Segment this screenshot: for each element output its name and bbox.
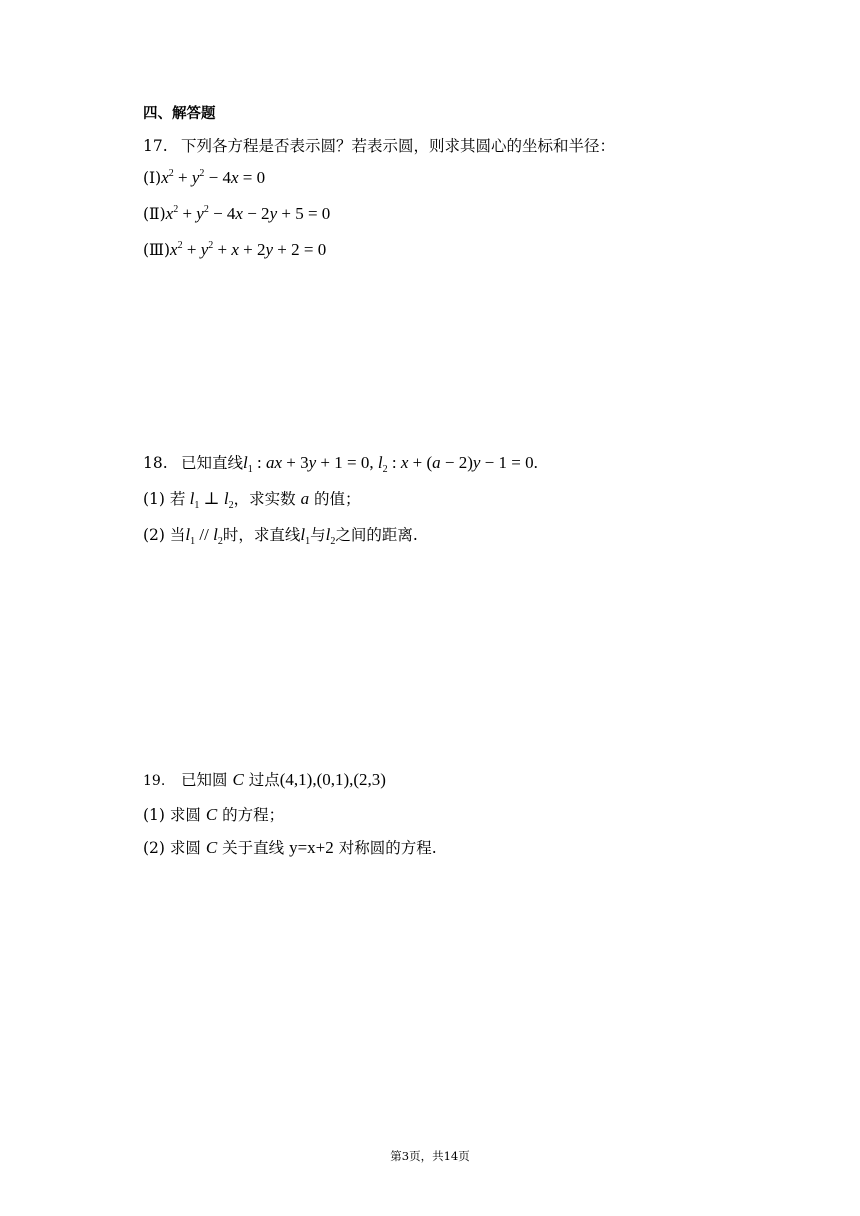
equation: $l_2$ <box>325 525 336 547</box>
question-number: 17. <box>143 137 168 155</box>
text: 与 <box>310 526 326 544</box>
points: (4,1),(0,1),(2,3) <box>279 770 386 789</box>
variable: C <box>232 770 244 789</box>
text: 之间的距离. <box>335 526 418 544</box>
text: 关于直线 <box>222 839 285 857</box>
text: 求圆 <box>169 839 201 857</box>
section-title: 四、解答题 <box>143 105 216 122</box>
text: 对称圆的方程. <box>338 839 437 857</box>
variable: C <box>205 805 218 824</box>
text: 当 <box>169 526 186 544</box>
question-19-part-1 <box>143 805 284 825</box>
question-17-part-1 <box>143 168 265 188</box>
question-number: 19. <box>143 773 166 789</box>
line-equation: y=x+2 <box>289 838 334 857</box>
question-17-stem <box>143 136 615 156</box>
equation: $l_1$ ⊥ $l_2$ <box>189 489 234 511</box>
part-label: (2) <box>143 526 165 544</box>
variable: a <box>300 489 310 508</box>
equation: $l_1 // l_2$ <box>185 525 223 547</box>
question-text: 已知直线 <box>181 454 244 472</box>
question-18-stem <box>143 453 538 473</box>
text: 若 <box>169 490 186 508</box>
question-number: 18. <box>143 454 168 472</box>
question-17-part-2 <box>143 204 330 224</box>
equation: $l_1$ : ax + 3y + 1 = 0, $l_2$ : x + (a − 2)y − 1 = 0. <box>243 453 538 475</box>
question-19-stem <box>143 770 386 791</box>
question-17-part-3 <box>143 240 326 260</box>
part-label: (Ⅱ) <box>143 205 166 223</box>
text: 的方程； <box>222 806 285 824</box>
part-label: (1) <box>143 806 165 824</box>
question-19-part-2 <box>143 838 437 858</box>
equation: $x^2 + y^2 + x + 2y + 2 = 0$ <box>170 240 327 259</box>
equation: $x^2 + y^2 - 4x = 0$ <box>161 168 266 187</box>
question-text: 下列各方程是否表示圆？若表示圆，则求其圆心的坐标和半径： <box>181 137 616 155</box>
text: 时，求直线 <box>222 526 301 544</box>
variable: C <box>205 838 218 857</box>
text: 的值； <box>314 490 361 508</box>
part-label: (Ⅰ) <box>143 169 162 187</box>
page-footer: 第3页，共14页 <box>390 1149 470 1163</box>
part-label: (1) <box>143 490 165 508</box>
question-18-part-2 <box>143 525 418 545</box>
part-label: (Ⅲ) <box>143 241 171 259</box>
equation: $x^2 + y^2 - 4x - 2y + 5 = 0$ <box>165 204 331 223</box>
part-label: (2) <box>143 839 165 857</box>
text: ，求实数 <box>233 490 296 508</box>
question-18-part-1 <box>143 489 361 509</box>
text: 过点 <box>248 771 280 789</box>
equation: $l_1$ <box>300 525 311 547</box>
question-text: 已知圆 <box>181 771 228 789</box>
text: 求圆 <box>169 806 201 824</box>
